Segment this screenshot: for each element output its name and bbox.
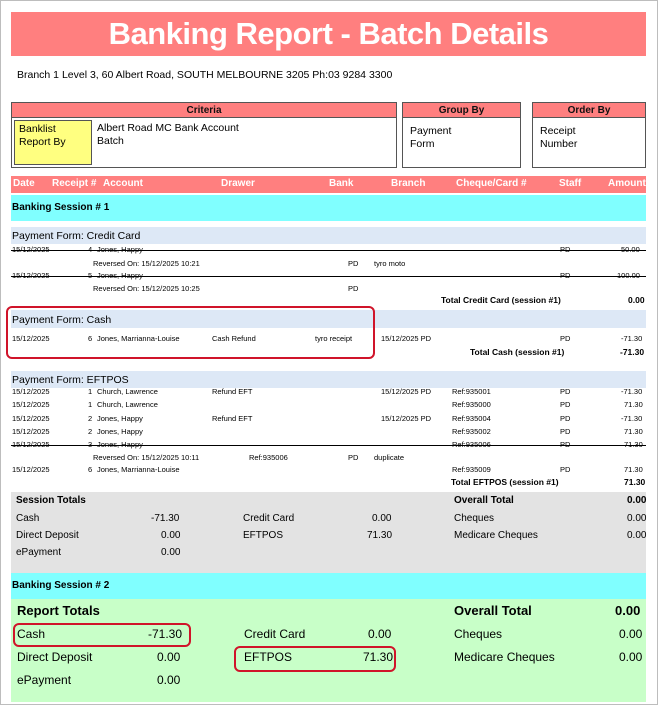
report-dd-value: 0.00 bbox=[157, 650, 181, 664]
session-cash-label: Cash bbox=[16, 513, 40, 524]
session-cheques-value: 0.00 bbox=[627, 513, 647, 524]
report-cc-value: 0.00 bbox=[368, 627, 392, 641]
col-bank: Bank bbox=[329, 178, 354, 189]
credit-card-group-title: Payment Form: Credit Card bbox=[12, 230, 141, 242]
criteria-box bbox=[11, 102, 397, 168]
session-overall-value: 0.00 bbox=[627, 495, 647, 506]
group-by-line-1: Payment bbox=[410, 125, 452, 137]
table-row: 15/12/2025 1 Church, Lawrence Refund EFT 15/12/2025 PD Ref:935001 PD -71.30 bbox=[12, 387, 643, 396]
table-row: 15/12/2025 3 Jones, Happy Ref:935006 PD 71.30 bbox=[11, 439, 646, 451]
session-2-band bbox=[11, 573, 646, 599]
session-cc-value: 0.00 bbox=[372, 513, 392, 524]
table-row: Reversed On: 15/12/2025 10:25 PD bbox=[93, 284, 359, 293]
order-by-header: Order By bbox=[533, 103, 645, 118]
col-amount: Amount bbox=[608, 178, 646, 189]
session-ep-value: 0.00 bbox=[161, 547, 181, 558]
report-totals-title: Report Totals bbox=[17, 603, 100, 618]
criteria-labels bbox=[14, 120, 92, 165]
table-row: 15/12/2025 6 Jones, Marrianna-Louise Ref:935009 PD 71.30 bbox=[12, 465, 643, 474]
table-row: 15/12/2025 6 Jones, Marrianna-Louise Cash Refund tyro receipt 15/12/2025 PD PD -71.30 bbox=[12, 334, 643, 343]
report-medicare-label: Medicare Cheques bbox=[454, 650, 555, 664]
table-row: 15/12/2025 1 Church, Lawrence Ref:935000 PD 71.30 bbox=[12, 400, 643, 409]
eftpos-group-title: Payment Form: EFTPOS bbox=[12, 374, 129, 386]
eftpos-total-row: Total EFTPOS (session #1) 71.30 bbox=[451, 477, 646, 487]
cash-total-row: Total Cash (session #1) -71.30 bbox=[470, 347, 645, 357]
report-cheques-value: 0.00 bbox=[619, 627, 643, 641]
group-by-box bbox=[402, 102, 521, 168]
cash-highlight bbox=[6, 306, 375, 359]
credit-card-group-band bbox=[11, 227, 646, 244]
column-header-row bbox=[11, 176, 646, 193]
session-1-band bbox=[11, 195, 646, 221]
session-totals-title: Session Totals bbox=[16, 495, 86, 506]
report-eftpos-highlight bbox=[234, 646, 396, 672]
report-overall-value: 0.00 bbox=[615, 603, 641, 618]
credit-card-total-row: Total Credit Card (session #1) 0.00 bbox=[441, 295, 645, 305]
session-dd-label: Direct Deposit bbox=[16, 530, 79, 541]
report-medicare-value: 0.00 bbox=[619, 650, 643, 664]
col-date: Date bbox=[13, 178, 35, 189]
session-2-title: Banking Session # 2 bbox=[12, 580, 110, 591]
report-title: Banking Report - Batch Details bbox=[108, 16, 549, 51]
session-cc-label: Credit Card bbox=[243, 513, 295, 524]
table-row: 15/12/2025 2 Jones, Happy Ref:935002 PD 71.30 bbox=[12, 427, 643, 436]
report-page bbox=[8, 12, 649, 702]
group-by-line-2: Form bbox=[410, 138, 435, 150]
col-drawer: Drawer bbox=[221, 178, 255, 189]
table-row: Reversed On: 15/12/2025 10:11 Ref:935006 PD duplicate bbox=[93, 453, 405, 462]
criteria-value-report-by: Batch bbox=[97, 135, 124, 147]
session-medicare-value: 0.00 bbox=[627, 530, 647, 541]
session-totals-panel bbox=[11, 492, 646, 574]
session-ep-label: ePayment bbox=[16, 547, 62, 558]
table-row: 15/12/2025 5 Jones, Happy PD 100.00 bbox=[11, 270, 646, 282]
criteria-label-banklist: Banklist bbox=[19, 123, 56, 135]
criteria-label-report-by: Report By bbox=[19, 136, 66, 148]
report-dd-label: Direct Deposit bbox=[17, 650, 93, 664]
report-title-bar bbox=[11, 12, 646, 56]
branch-line: Branch 1 Level 3, 60 Albert Road, SOUTH MELBOURNE 3205 Ph:03 9284 3300 bbox=[17, 69, 393, 81]
report-ep-value: 0.00 bbox=[157, 673, 181, 687]
report-cash-label: Cash bbox=[17, 627, 46, 641]
table-row: 15/12/2025 4 Jones, Happy PD 50.00 bbox=[11, 244, 646, 256]
report-cash-value: -71.30 bbox=[148, 627, 183, 641]
report-ep-label: ePayment bbox=[17, 673, 72, 687]
report-cc-label: Credit Card bbox=[244, 627, 306, 641]
criteria-values bbox=[97, 122, 239, 148]
group-by-header: Group By bbox=[403, 103, 520, 118]
col-account: Account bbox=[103, 178, 143, 189]
report-cash-highlight bbox=[13, 623, 191, 647]
session-1-title: Banking Session # 1 bbox=[12, 202, 110, 213]
criteria-value-banklist: Albert Road MC Bank Account bbox=[97, 122, 239, 134]
report-eft-value: 71.30 bbox=[363, 650, 394, 664]
cash-group-title: Payment Form: Cash bbox=[12, 314, 112, 326]
table-row: 15/12/2025 2 Jones, Happy Refund EFT 15/12/2025 PD Ref:935004 PD -71.30 bbox=[12, 414, 643, 423]
session-eft-value: 71.30 bbox=[367, 530, 393, 541]
session-eft-label: EFTPOS bbox=[243, 530, 284, 541]
report-overall-label: Overall Total bbox=[454, 603, 532, 618]
table-row: Reversed On: 15/12/2025 10:21 PD tyro moto bbox=[93, 259, 406, 268]
session-cheques-label: Cheques bbox=[454, 513, 495, 524]
criteria-header: Criteria bbox=[12, 103, 396, 118]
col-staff: Staff bbox=[559, 178, 582, 189]
report-cheques-label: Cheques bbox=[454, 627, 503, 641]
report-eft-label: EFTPOS bbox=[244, 650, 293, 664]
session-overall-label: Overall Total bbox=[454, 495, 514, 506]
col-cheque-card: Cheque/Card # bbox=[456, 178, 527, 189]
session-cash-value: -71.30 bbox=[151, 513, 180, 524]
order-by-line-1: Receipt bbox=[540, 125, 576, 137]
col-receipt: Receipt # bbox=[52, 178, 97, 189]
order-by-box bbox=[532, 102, 646, 168]
session-medicare-label: Medicare Cheques bbox=[454, 530, 538, 541]
session-dd-value: 0.00 bbox=[161, 530, 181, 541]
order-by-line-2: Number bbox=[540, 138, 578, 150]
col-branch: Branch bbox=[391, 178, 426, 189]
